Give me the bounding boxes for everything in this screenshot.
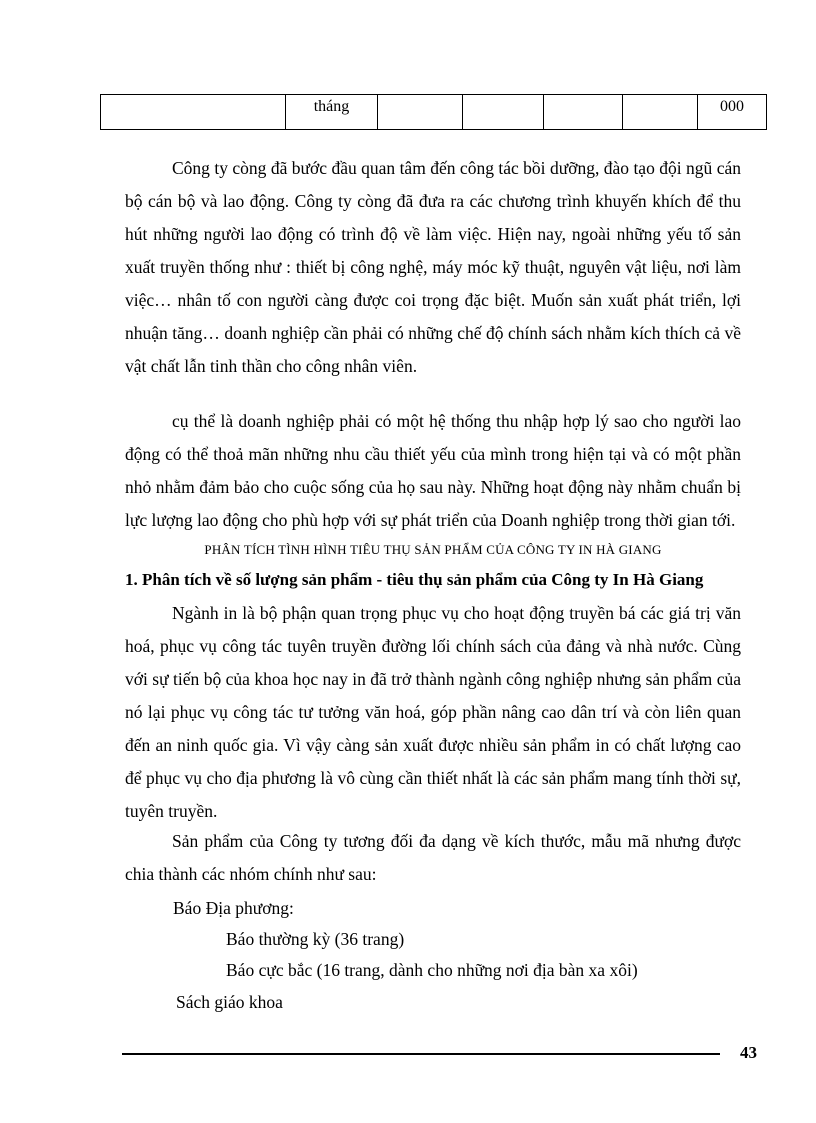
section-heading: PHÂN TÍCH TÌNH HÌNH TIÊU THỤ SẢN PHẨM CỦA CÔNG TY IN HÀ GIANG <box>204 542 662 557</box>
table-row <box>101 95 767 130</box>
list-item-textbooks: Sách giáo khoa <box>176 992 283 1012</box>
table-cell <box>463 95 544 130</box>
subsection-heading: 1. Phân tích về số lượng sản phẩm - tiêu thụ sản phẩm của Công ty In Hà Giang <box>125 570 704 589</box>
table-cell <box>101 95 286 130</box>
paragraph-printing-industry: Ngành in là bộ phận quan trọng phục vụ cho hoạt động truyền bá các giá trị văn hoá, phục vụ công tác tuyên truyền đường lối chính sách của đảng và nhà nước. Cùng với sự tiến bộ của khoa học nay in đã trở thành ngành công nghiệp nhưng sản phẩm của nó lại phục vụ công tác tư tưởng văn hoá, góp phần nâng cao dân trí và còn liên quan đến an ninh quốc gia. Vì vậy càng sản xuất được nhiều sản phẩm in có chất lượng cao để phục vụ cho địa phương là vô cùng cần thiết nhất là các sản phẩm mang tính thời sự, tuyên truyền. <box>125 603 741 821</box>
list-item-local-newspaper: Báo Địa phương: <box>173 898 294 918</box>
footer-rule <box>122 1053 720 1055</box>
table-fragment <box>100 94 767 130</box>
table-cell: tháng <box>286 95 378 130</box>
list-item-periodic-newspaper: Báo thường kỳ (36 trang) <box>226 929 405 949</box>
table-cell <box>623 95 698 130</box>
list-item-northern-newspaper: Báo cực bắc (16 trang, dành cho những nơi địa bàn xa xôi) <box>226 960 638 980</box>
table-cell <box>378 95 463 130</box>
paragraph-training: Công ty còng đã bước đầu quan tâm đến công tác bồi dưỡng, đào tạo đội ngũ cán bộ cán bộ và lao động. Công ty còng đã đưa ra các chương trình khuyến khích để thu hút những người lao động có trình độ về làm việc. Hiện nay, ngoài những yếu tố sản xuất truyền thống như : thiết bị công nghệ, máy móc kỹ thuật, nguyên vật liệu, nơi làm việc… nhân tố con người càng được coi trọng đặc biệt. Muốn sản xuất phát triển, lợi nhuận tăng… doanh nghiệp cần phải có những chế độ chính sách nhằm kích thích cả về vật chất lẫn tinh thần cho công nhân viên. <box>125 158 741 376</box>
paragraph-income: cụ thể là doanh nghiệp phải có một hệ thống thu nhập hợp lý sao cho người lao động có thể thoả mãn những nhu cầu thiết yếu của mình trong hiện tại và có một phần nhỏ nhằm đảm bảo cho cuộc sống của họ sau này. Những hoạt động này nhằm chuẩn bị lực lượng lao động cho phù hợp với sự phát triển của Doanh nghiệp trong thời gian tới. <box>125 411 741 530</box>
paragraph-products: Sản phẩm của Công ty tương đối đa dạng về kích thước, mẫu mã nhưng được chia thành các nhóm chính như sau: <box>125 831 741 884</box>
table-cell <box>544 95 623 130</box>
page-number: 43 <box>740 1043 757 1062</box>
table-cell: 000 <box>698 95 767 130</box>
